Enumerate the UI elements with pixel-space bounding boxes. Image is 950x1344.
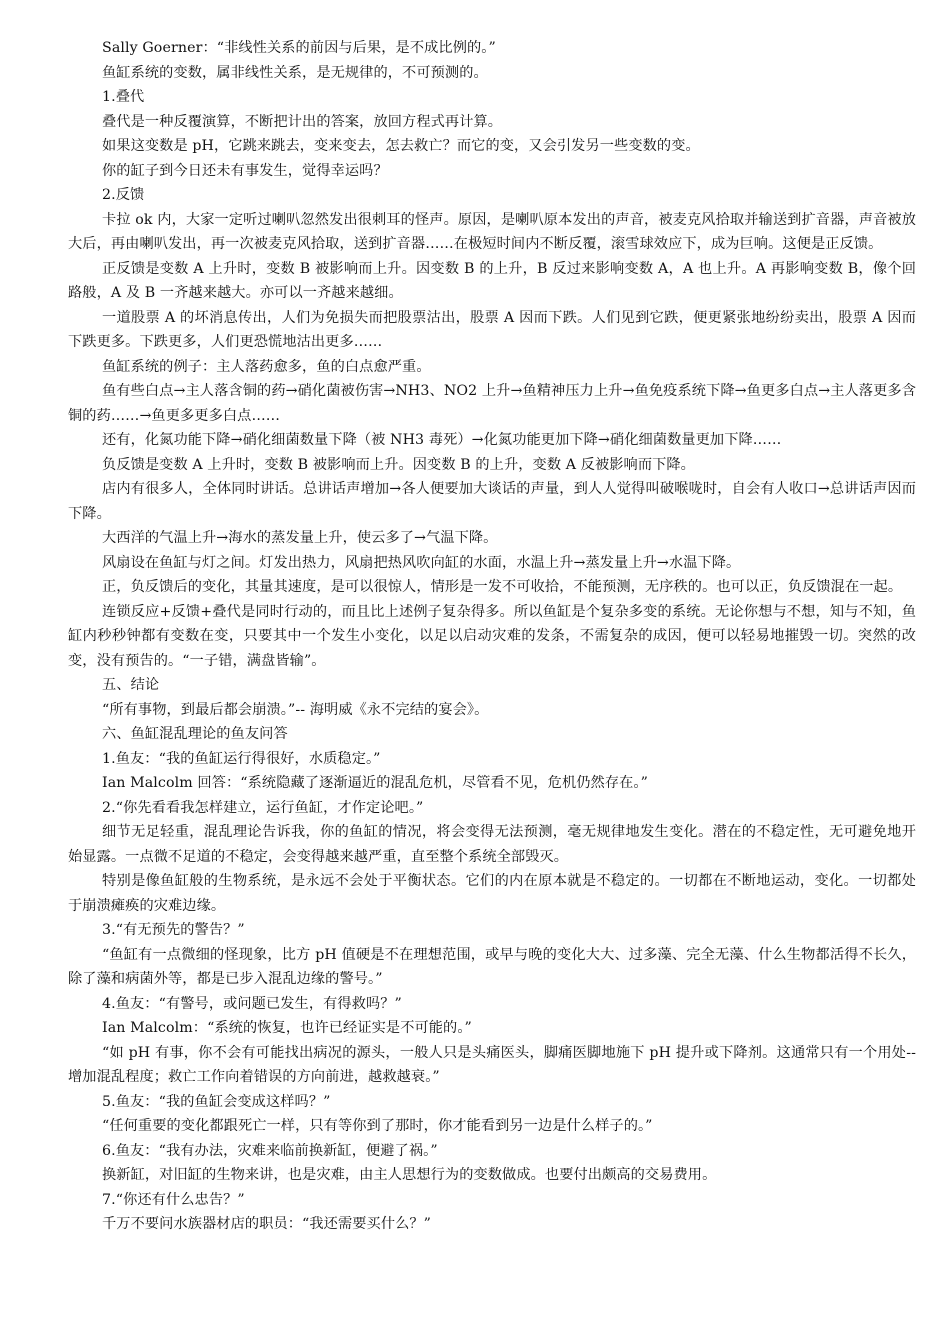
qa-7-answer: 千万不要问水族器材店的职员：“我还需要买什么？”	[102, 1216, 432, 1232]
paragraph-tank-example: 鱼缸系统的例子：主人落药愈多，鱼的白点愈严重。	[102, 358, 431, 375]
qa-6-question: 6.鱼友：“我有办法，灾难来临前换新缸，便避了祸。”	[102, 1142, 438, 1159]
paragraph-karaoke: 卡拉 ok 内，大家一定听过喇叭忽然发出很刺耳的怪声。原因，是喇叭原本发出的声音，被麦克风拾取并输送到扩音器，声音被放大后，再由喇叭发出，再一次被麦克风拾取，送到扩音器……在极短时间内不断反覆，滚雪球效应下，成为巨响。这便是正反馈。	[68, 211, 916, 252]
qa-4-answer: Ian Malcolm：“系统的恢复，也许已经证实是不可能的。”	[102, 1020, 472, 1036]
heading-feedback: 2.反馈	[102, 187, 145, 203]
qa-5-question: 5.鱼友：“我的鱼缸会变成这样吗？”	[102, 1093, 331, 1110]
paragraph-quote-goerner: Sally Goerner：“非线性关系的前因与后果，是不成比例的。”	[102, 40, 496, 56]
qa-1-answer: Ian Malcolm 回答：“系统隐藏了逐渐逼近的混乱危机，尽管看不见，危机仍然存在。”	[102, 775, 648, 791]
qa-6-answer: 换新缸，对旧缸的生物来讲，也是灾难，由主人思想行为的变数做成。也要付出颇高的交易费用。	[102, 1167, 717, 1183]
qa-3-answer: “鱼缸有一点微细的怪现象，比方 pH 值硬是不在理想范围，或早与晚的变化大大、过多藻、完全无藻、什么生物都活得不长久，除了藻和病菌外等，都是已步入混乱边缘的警号。”	[68, 946, 916, 987]
paragraph-iteration-def: 叠代是一种反覆演算，不断把计出的答案，放回方程式再计算。	[102, 113, 503, 130]
paragraph-shop-talk: 店内有很多人，全体同时讲话。总讲话声增加→各人便要加大谈话的声量，到人人觉得叫破喉咙时，自会有人收口→总讲话声因而下降。	[68, 481, 916, 522]
paragraph-lucky: 你的缸子到今日还未有事发生，觉得幸运吗？	[102, 162, 388, 179]
paragraph-negative-feedback: 负反馈是变数 A 上升时，变数 B 被影响而上升。因变数 B 的上升，变数 A 反被影响而下降。	[102, 456, 695, 473]
paragraph-fan: 风扇设在鱼缸与灯之间。灯发出热力，风扇把热风吹向缸的水面，水温上升→蒸发量上升→水温下降。	[102, 554, 741, 571]
qa-2-question: 2.“你先看看我怎样建立，运行鱼缸，才作定论吧。”	[102, 799, 424, 816]
heading-qa: 六、鱼缸混乱理论的鱼友问答	[102, 726, 288, 742]
qa-3-question: 3.“有无预先的警告？”	[102, 922, 245, 938]
paragraph-hemingway: “所有事物，到最后都会崩溃。”-- 海明威《永不完结的宴会》。	[102, 701, 489, 718]
qa-5-answer: “任何重要的变化都跟死亡一样，只有等你到了那时，你才能看到另一边是什么样子的。”	[102, 1118, 653, 1134]
heading-conclusion: 五、结论	[102, 677, 160, 693]
qa-4-answer-cont: “如 pH 有事，你不会有可能找出病况的源头，一般人只是头痛医头，脚痛医脚地施下 pH 提升或下降剂。这通常只有一个用处--增加混乱程度；救亡工作向着错误的方向前进，越救越衰。”	[68, 1044, 916, 1085]
paragraph-nitrification-chain: 还有，化氮功能下降→硝化细菌数量下降（被 NH3 毒死）→化氮功能更加下降→硝化细菌数量更加下降……	[102, 432, 782, 448]
paragraph-nonlinear: 鱼缸系统的变数，属非线性关系，是无规律的，不可预测的。	[102, 64, 488, 81]
paragraph-ph-variable: 如果这变数是 pH，它跳来跳去，变来变去，怎去救亡？而它的变，又会引发另一些变数的变。	[102, 138, 700, 154]
paragraph-white-spot-chain: 鱼有些白点→主人落含铜的药→硝化菌被伤害→NH3、NO2 上升→鱼精神压力上升→鱼免疫系统下降→鱼更多白点→主人落更多含铜的药……→鱼更多更多白点……	[68, 383, 916, 424]
qa-7-question: 7.“你还有什么忠告？”	[102, 1191, 245, 1208]
paragraph-positive-feedback: 正反馈是变数 A 上升时，变数 B 被影响而上升。因变数 B 的上升，B 反过来影响变数 A，A 也上升。A 再影响变数 B，像个回路般，A 及 B 一齐越来越大。亦可以一齐越来越细。	[68, 260, 916, 301]
qa-2-answer-cont: 特别是像鱼缸般的生物系统，是永远不会处于平衡状态。它们的内在原本就是不稳定的。一切都在不断地运动，变化。一切都处于崩溃瘫痪的灾难边缘。	[68, 873, 916, 914]
qa-4-question: 4.鱼友：“有警号，或问题已发生，有得救吗？”	[102, 995, 402, 1012]
paragraph-atlantic: 大西洋的气温上升→海水的蒸发量上升，使云多了→气温下降。	[102, 530, 498, 546]
paragraph-chain-reaction: 连锁反应+反馈+叠代是同时行动的，而且比上述例子复杂得多。所以鱼缸是个复杂多变的系统。无论你想与不想，知与不知，鱼缸内秒秒钟都有变数在变，只要其中一个发生小变化，以足以启动灾难的发条，不需复杂的成因，便可以轻易地摧毁一切。突然的改变，没有预告的。“一子错，满盘皆输”。	[68, 603, 916, 669]
document-page	[68, 36, 916, 1237]
qa-1-question: 1.鱼友：“我的鱼缸运行得很好，水质稳定。”	[102, 750, 381, 767]
paragraph-stock: 一道股票 A 的坏消息传出，人们为免损失而把股票沽出，股票 A 因而下跌。人们见到它跌，便更紧张地纷纷卖出，股票 A 因而下跌更多。下跌更多，人们更恐慌地沽出更多……	[68, 309, 916, 350]
heading-iteration: 1.叠代	[102, 89, 145, 105]
paragraph-feedback-magnitude: 正，负反馈后的变化，其量其速度，是可以很惊人，情形是一发不可收拾，不能预测，无序秩的。也可以正，负反馈混在一起。	[102, 579, 903, 595]
qa-2-answer: 细节无足轻重，混乱理论告诉我，你的鱼缸的情况，将会变得无法预测，毫无规律地发生变化。潜在的不稳定性，无可避免地开始显露。一点微不足道的不稳定，会变得越来越严重，直至整个系统全部毁灭。	[68, 824, 916, 865]
